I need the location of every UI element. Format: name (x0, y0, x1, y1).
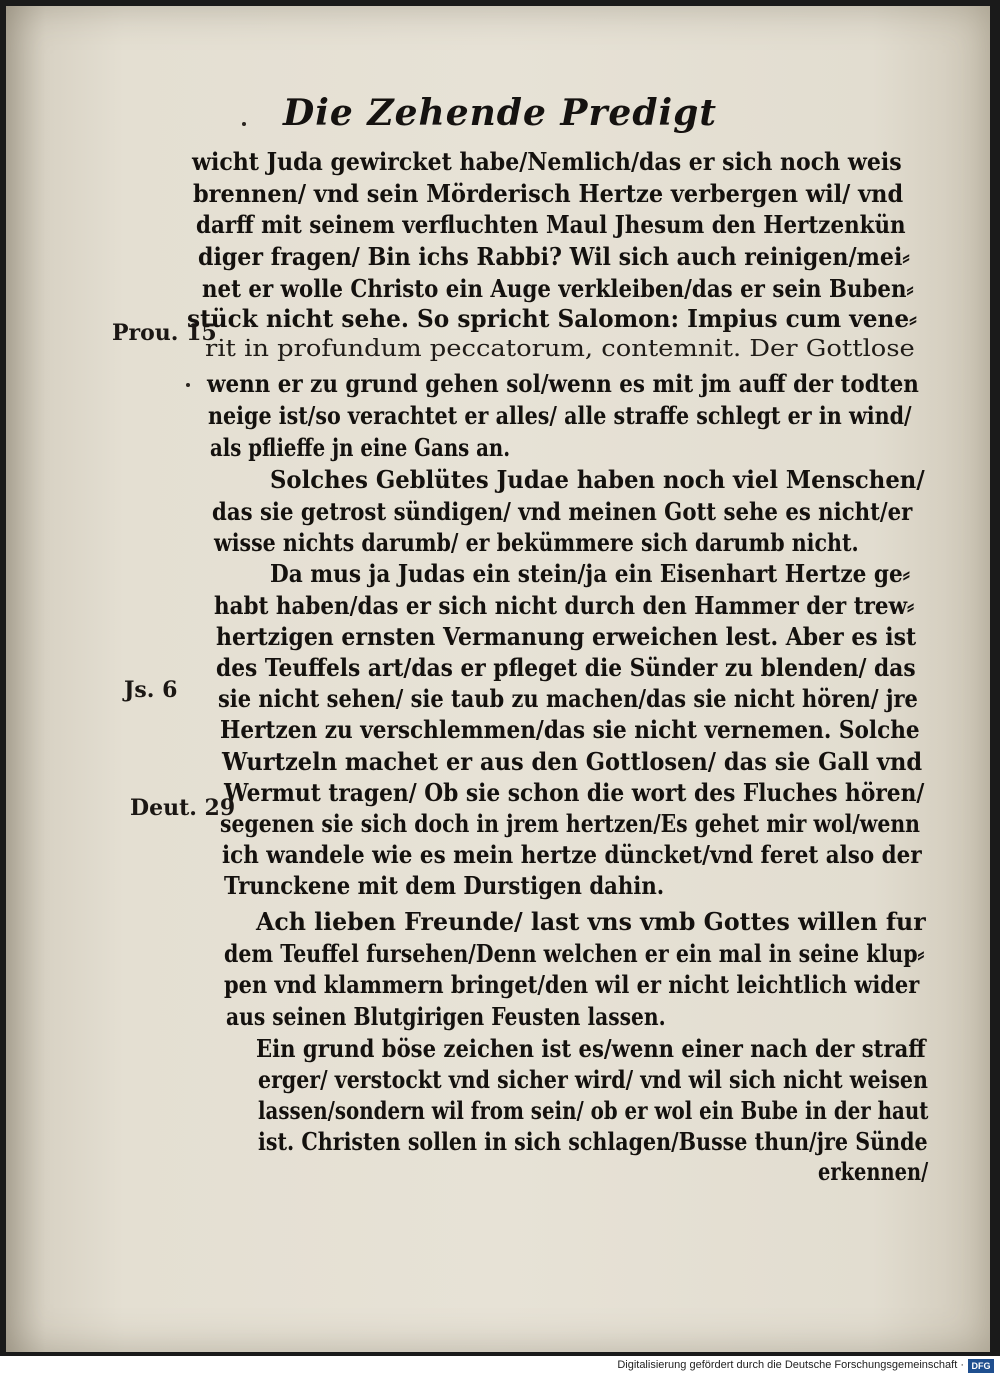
text-line: wicht Juda gewircket habe/Nemlich/das er sich noch weis (192, 147, 902, 176)
margin-note-deut: Deut. 29 (130, 795, 236, 821)
text-line: Wermut tragen/ Ob sie schon die wort des Fluches hören/ (224, 778, 925, 807)
text-line: Trunckene mit dem Durstigen dahin. (224, 871, 665, 900)
text-line: ist. Christen sollen in sich schlagen/Busse thun/jre Sünde (258, 1127, 928, 1156)
dfg-logo: DFG (968, 1359, 994, 1373)
text-line: erkennen/ (818, 1157, 929, 1186)
footer-credit: Digitalisierung gefördert durch die Deutsche Forschungsgemeinschaft · (617, 1359, 964, 1371)
text-line: Hertzen zu verschlemmen/das sie nicht vernemen. Solche (220, 715, 920, 744)
text-line: wenn er zu grund gehen sol/wenn es mit jm auff der todten (207, 369, 919, 398)
text-line: als pflieffe jn eine Gans an. (210, 433, 511, 462)
text-line: habt haben/das er sich nicht durch den Hammer der trew⸗ (214, 591, 915, 620)
text-line: sie nicht sehen/ sie taub zu machen/das sie nicht hören/ jre (218, 684, 918, 713)
text-line: net er wolle Christo ein Auge verkleiben/das er sein Buben⸗ (202, 274, 914, 303)
ink-dot (242, 122, 246, 126)
margin-note-prov: Prou. 15 (112, 320, 217, 346)
text-line: stück nicht sehe. So spricht Salomon: Impius cum vene⸗ (187, 304, 917, 333)
text-line: ich wandele wie es mein hertze düncket/vnd feret also der (222, 840, 922, 869)
text-line: erger/ verstockt vnd sicher wird/ vnd wil sich nicht weisen (258, 1065, 928, 1094)
text-line: des Teuffels art/das er pfleget die Sünder zu blenden/ das (216, 653, 916, 682)
text-line: brennen/ vnd sein Mörderisch Hertze verbergen wil/ vnd (193, 179, 904, 208)
text-line: darff mit seinem verfluchten Maul Jhesum den Hertzenkün (196, 210, 906, 239)
text-line: das sie getrost sündigen/ vnd meinen Gott sehe es nicht/er (212, 497, 913, 526)
text-line: Da mus ja Judas ein stein/ja ein Eisenhart Hertze ge⸗ (270, 559, 910, 588)
text-line: Solches Geblütes Judae haben noch viel Menschen/ (270, 465, 925, 494)
text-line: pen vnd klammern bringet/den wil er nicht leichtlich wider (224, 970, 920, 999)
text-line: neige ist/so verachtet er alles/ alle straffe schlegt er in wind/ (208, 401, 912, 430)
text-line: aus seinen Blutgirigen Feusten lassen. (226, 1002, 666, 1031)
text-line: Ein grund böse zeichen ist es/wenn einer nach der straff (256, 1034, 926, 1063)
text-line: rit in profundum peccatorum, contemnit. Der Gottlose (205, 336, 915, 362)
text-line: dem Teuffel fursehen/Denn welchen er ein mal in seine klup⸗ (224, 939, 925, 968)
text-line: Wurtzeln machet er aus den Gottlosen/ das sie Gall vnd (222, 747, 923, 776)
text-line: wisse nichts darumb/ er bekümmere sich darumb nicht. (214, 528, 859, 557)
margin-note-isaiah: Js. 6 (124, 677, 178, 703)
text-line: segenen sie sich doch in jrem hertzen/Es gehet mir wol/wenn (220, 809, 920, 838)
text-line: diger fragen/ Bin ichs Rabbi? Wil sich auch reinigen/mei⸗ (198, 242, 910, 271)
ink-dot (186, 383, 190, 387)
text-line: Ach lieben Freunde/ last vns vmb Gottes willen fur (256, 907, 926, 936)
text-line: lassen/sondern wil from sein/ ob er wol ein Bube in der haut (258, 1096, 929, 1125)
page-title: Die Zehende Predigt (283, 92, 717, 134)
text-line: hertzigen ernsten Vermanung erweichen lest. Aber es ist (216, 622, 917, 651)
